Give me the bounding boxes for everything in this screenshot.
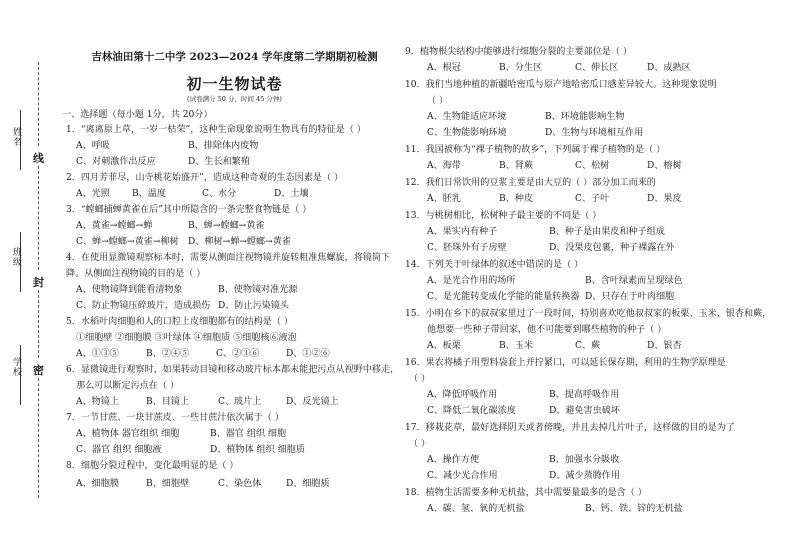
section-heading: 一、选择题（每小题 1分，共 20分） <box>62 110 213 120</box>
option: C、松树 <box>575 161 610 171</box>
option: A、植物体 器官组织 细胞 <box>76 429 180 439</box>
option: C、器官 组织 细胞液 <box>76 445 162 455</box>
option: D、果皮 <box>647 194 682 204</box>
option: B、加强水分吸收 <box>549 455 620 465</box>
option: C、对刺激作出反应 <box>76 157 156 167</box>
option: C、染色体 <box>218 479 262 489</box>
question-stem: 2．四月芳菲尽，山寺桃花始盛开”，造成这种奇观的生态因素是（ ） <box>66 173 344 183</box>
option: C、伸长区 <box>575 63 619 73</box>
option: C、减少光合作用 <box>427 471 498 481</box>
question-stem-cont: 那么可以断定污点在（ ） <box>76 381 179 391</box>
option: D、榕树 <box>647 161 682 171</box>
option: A、使物镜降到能看清物象 <box>76 285 183 295</box>
name-label: 姓名 <box>11 127 21 147</box>
option: C、子叶 <box>575 194 610 204</box>
option: C、水分 <box>202 189 237 199</box>
question-stem: 5．水稻叶肉细胞和人的口腔上皮细胞都有的结构是（ ） <box>66 317 293 327</box>
seal-dash <box>38 290 39 358</box>
question-stem-cont: （ ） <box>427 96 449 106</box>
seal-glyph-xian: 线 <box>33 152 44 165</box>
option: A、①③⑤ <box>76 349 119 359</box>
option: D、植物体 组织 细胞质 <box>210 445 305 455</box>
option: C、降低二氧化碳浓度 <box>427 406 516 416</box>
option: A、板栗 <box>427 341 461 351</box>
question-stem-cont: （ ） <box>409 439 431 449</box>
seal-glyph-feng: 封 <box>33 276 44 289</box>
question-stem: 9．植物根尖结构中能够进行细胞分裂的主要部位是（ ） <box>405 47 632 57</box>
option: B、种子是由果皮和种子组成 <box>549 227 665 237</box>
option: C、生物能影响环境 <box>427 128 507 138</box>
option: D、减少蒸腾作用 <box>549 471 620 481</box>
option: D、生长和繁殖 <box>188 157 250 167</box>
option: A、黄雀→螳螂→蝉 <box>76 221 153 231</box>
school-label: 学校 <box>11 357 21 377</box>
binding-margin <box>0 0 60 560</box>
exam-title: 初一生物试卷 <box>186 75 283 93</box>
option: B、种皮 <box>499 194 533 204</box>
option: A、细胞膜 <box>76 479 119 489</box>
question-stem: 17．移栽花草，最好选择阴天或者傍晚，并且去掉几片叶子，这样做的目的是为了 <box>405 423 735 433</box>
question-stem: 14．下列关于叶绿体的叙述中错误的是（ ） <box>405 260 584 270</box>
question-stem-cont: 他想要一些种子带回家，他不可能要到哪些植物的种子（ ） <box>427 325 667 335</box>
option: B、温度 <box>132 189 166 199</box>
option: D、银杏 <box>647 341 682 351</box>
option: D、细胞质 <box>286 479 330 489</box>
option: D、没果皮包裹，种子裸露在外 <box>549 243 675 253</box>
option: D、避免害虫破坏 <box>549 406 620 416</box>
option: A、海带 <box>427 161 461 171</box>
option: D、只存在于叶肉细胞 <box>585 292 675 302</box>
option: C、玻片上 <box>218 397 262 407</box>
option: D、成熟区 <box>647 63 691 73</box>
option: C、是光能转变成化学能的能量转换器 <box>427 292 580 302</box>
question-items: ①细胞壁 ②细胞膜 ③叶绿体 ④细胞质 ⑤细胞核⑥液泡 <box>76 333 297 343</box>
seal-dash <box>38 166 39 270</box>
option: A、果实内有种子 <box>427 227 498 237</box>
question-stem: 18．植物生活需要多种无机盐，其中需要量最多的是含（ ） <box>405 488 647 498</box>
option: B、排除体内废物 <box>188 141 259 151</box>
option: B、玉米 <box>499 341 533 351</box>
option: A、呼吸 <box>76 141 110 151</box>
question-stem: 7．一节甘蔗、一块甘蔗皮、一些甘蔗汁依次属于（ ） <box>66 413 284 423</box>
seal-dash <box>38 378 39 498</box>
question-stem: 11．我国被称为“裸子植物的故乡”，下列属于裸子植物的是（ ） <box>405 145 666 155</box>
option: B、器官 组织 细胞 <box>210 429 287 439</box>
option: B、含叶绿素而呈现绿色 <box>585 276 683 286</box>
option: D、防止污染镜头 <box>218 301 289 311</box>
option: C、②③⑥ <box>216 349 260 359</box>
question-stem-cont: （ ） <box>409 374 431 384</box>
option: A、根冠 <box>427 63 461 73</box>
question-stem-cont: 降。从侧面注视物镜的目的是（ ） <box>66 269 206 279</box>
option: A、物镜上 <box>76 397 119 407</box>
option: D、反光镜上 <box>286 397 339 407</box>
option: A、降低呼吸作用 <box>427 390 498 400</box>
option: B、提高呼吸作用 <box>549 390 620 400</box>
seal-dash <box>38 62 39 146</box>
option: D、生物与环境相互作用 <box>545 128 644 138</box>
option: B、使物镜对准光源 <box>218 285 298 295</box>
class-label: 班级 <box>11 247 21 267</box>
option: A、胚乳 <box>427 194 461 204</box>
option: B、分生区 <box>499 63 543 73</box>
option: C、胚珠外有子房壁 <box>427 243 507 253</box>
exam-note: (试卷满分 50 分，时间 45 分钟) <box>187 95 282 103</box>
option: D、①②⑥ <box>286 349 330 359</box>
question-stem: 1．“离离原上草，一岁一枯荣”，这种生命现象说明生物具有的特征是（ ） <box>66 125 366 135</box>
question-stem: 16．果农将橘子用塑料袋套上并拧紧口，可以延长保存期，利用的生物学原理是 <box>405 358 726 368</box>
option: D、柳树→蝉→螳螂→黄雀 <box>188 237 291 247</box>
question-stem: 8．细胞分裂过程中，变化最明显的是（ ） <box>66 461 239 471</box>
option: B、目镜上 <box>146 397 190 407</box>
option: B、细胞壁 <box>146 479 190 489</box>
option: C、防止物镜压碎玻片，造成损伤 <box>76 301 211 311</box>
option: A、光照 <box>76 189 110 199</box>
option: C、蝉→螳螂→黄雀→柳树 <box>76 237 179 247</box>
question-stem: 13．与桃树相比，松树种子最主要的不同是（ ） <box>405 211 602 221</box>
question-stem: 10．我们当地种植的新疆哈密瓜与原产地哈密瓜口感差异较大。这种现象说明 <box>405 80 717 90</box>
option: B、钙、铁、锌的无机盐 <box>585 504 683 514</box>
question-stem: 12．我们日常饮用的豆浆主要是由大豆的（ ）部分加工而来的 <box>405 178 656 188</box>
question-stem: 6．显微镜进行观察时，如果转动目镜和移动玻片标本都未能把污点从视野中移走， <box>66 365 400 375</box>
school-title: 吉林油田第十二中学 2023—2024 学年度第二学期期初检测 <box>91 51 378 63</box>
option: A、操作方便 <box>427 455 480 465</box>
option: B、环境能影响生物 <box>545 112 625 122</box>
question-stem: 15．小明在乡下的叔叔家里过了一段时间，特别喜欢吃他叔叔家的板栗、玉米、银杏和蕨， <box>405 309 772 319</box>
option: B、②④⑤ <box>146 349 190 359</box>
option: A、是光合作用的场所 <box>427 276 516 286</box>
option: B、肾蕨 <box>499 161 533 171</box>
option: C、蕨 <box>575 341 601 351</box>
option: B、蝉→螳螂→黄雀 <box>188 221 265 231</box>
seal-glyph-mi: 密 <box>33 364 44 377</box>
option: A、生物能适应环境 <box>427 112 507 122</box>
option: D、土壤 <box>274 189 309 199</box>
question-stem: 4．在使用显微镜观察标本时，需要从侧面注视物镜并旋转粗准焦螺旋，将镜筒下 <box>66 253 391 263</box>
option: A、碳、氢、氧的无机盐 <box>427 504 525 514</box>
question-stem: 3．“螳螂捕蝉黄雀在后”其中所隐含的一条完整食物链是（ ） <box>66 205 312 215</box>
